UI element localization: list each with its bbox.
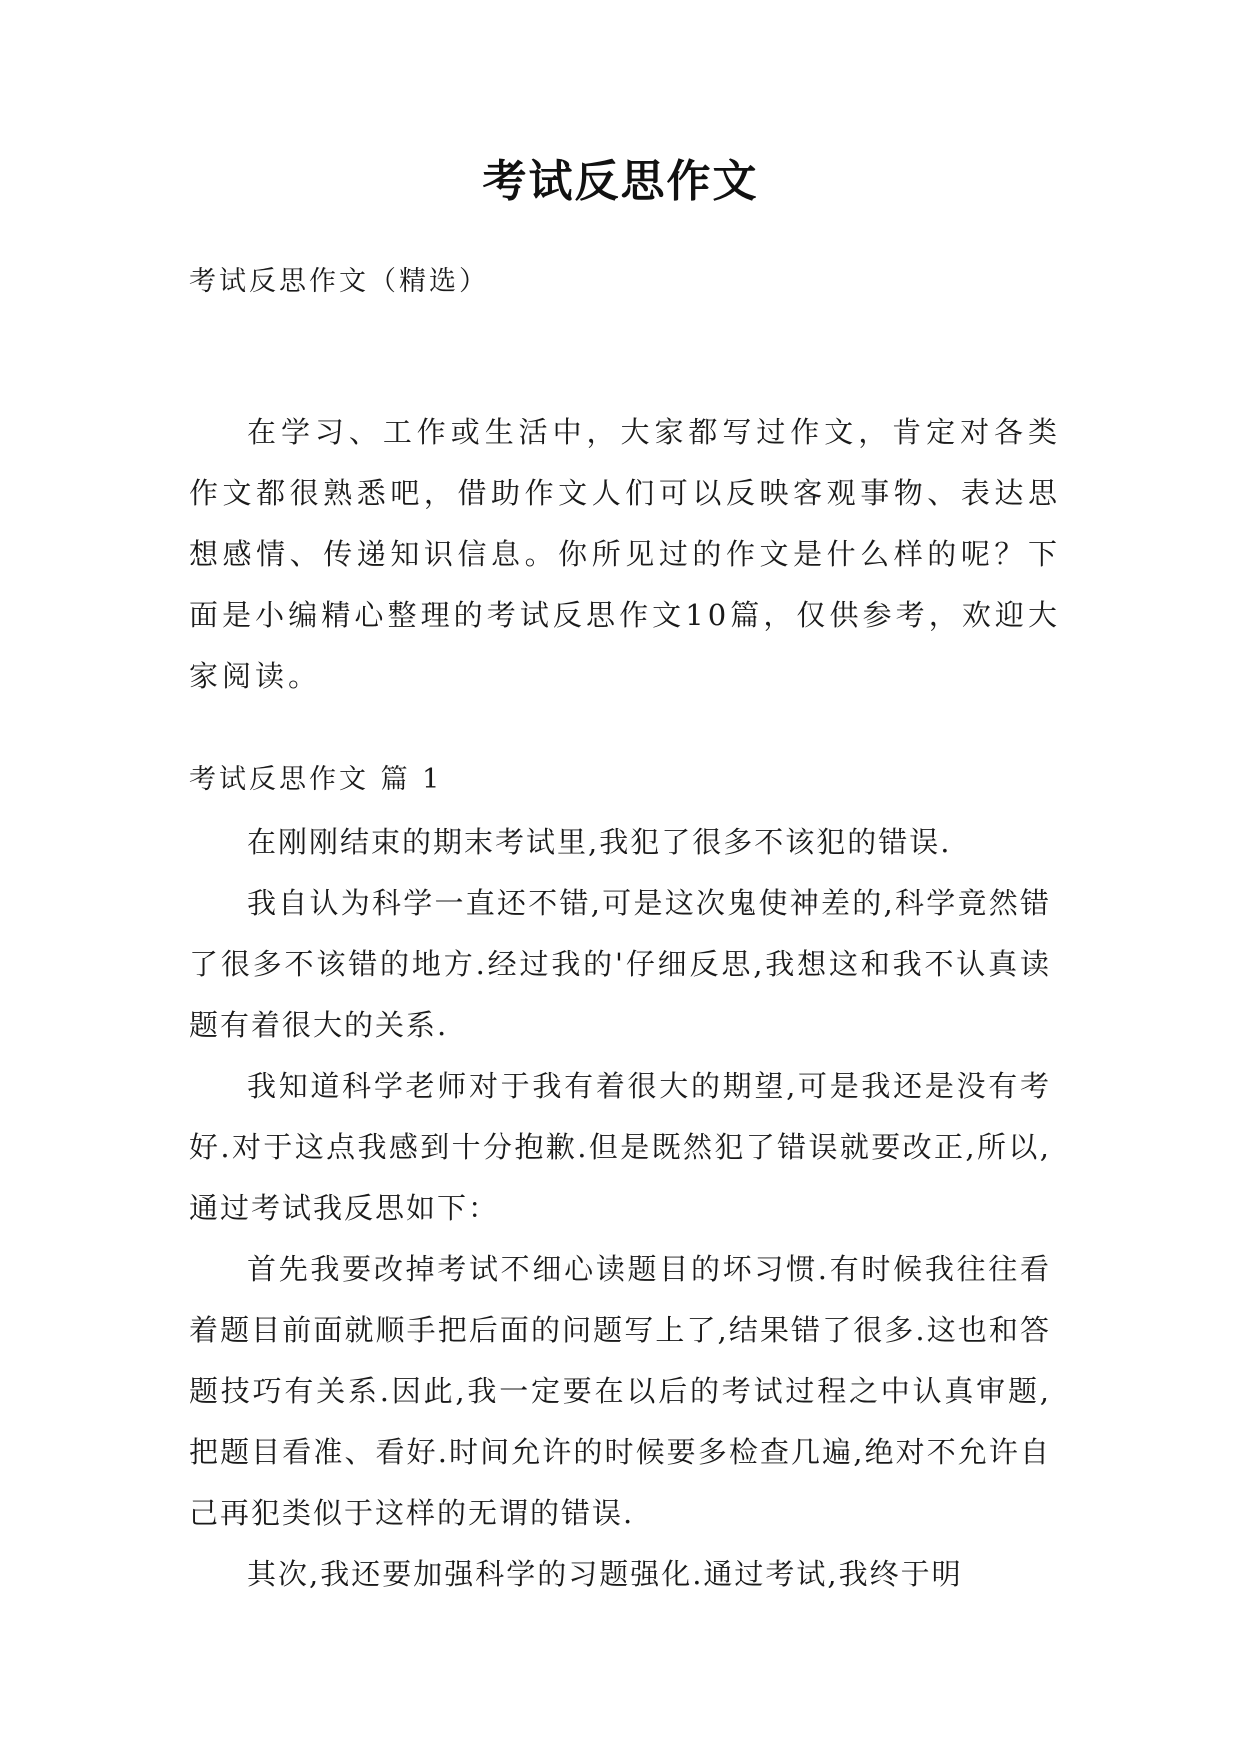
section-heading: 考试反思作文 篇 1: [189, 764, 443, 795]
document-subtitle: 考试反思作文（精选）: [189, 266, 489, 297]
intro-paragraph: 在学习、工作或生活中，大家都写过作文，肯定对各类作文都很熟悉吧，借助作文人们可以反映客观事物、表达思想感情、传递知识信息。你所见过的作文是什么样的呢？下面是小编精心整理的考试反思作文10篇，仅供参考，欢迎大家阅读。: [189, 415, 1061, 693]
body-paragraph-3: 我知道科学老师对于我有着很大的期望,可是我还是没有考好.对于这点我感到十分抱歉.但是既然犯了错误就要改正,所以,通过考试我反思如下：: [189, 1069, 1051, 1225]
body-paragraph-5: 其次,我还要加强科学的习题强化.通过考试,我终于明: [247, 1557, 963, 1591]
document-title: 考试反思作文: [482, 156, 759, 207]
body-paragraph-4: 首先我要改掉考试不细心读题目的坏习惯.有时候我往往看着题目前面就顺手把后面的问题写上了,结果错了很多.这也和答题技巧有关系.因此,我一定要在以后的考试过程之中认真审题,把题目看准、看好.时间允许的时候要多检查几遍,绝对不允许自己再犯类似于这样的无谓的错误.: [189, 1252, 1051, 1530]
body-paragraph-1: 在刚刚结束的期末考试里,我犯了很多不该犯的错误.: [247, 825, 952, 859]
body-paragraph-2: 我自认为科学一直还不错,可是这次鬼使神差的,科学竟然错了很多不该错的地方.经过我的'仔细反思,我想这和我不认真读题有着很大的关系.: [189, 886, 1051, 1042]
